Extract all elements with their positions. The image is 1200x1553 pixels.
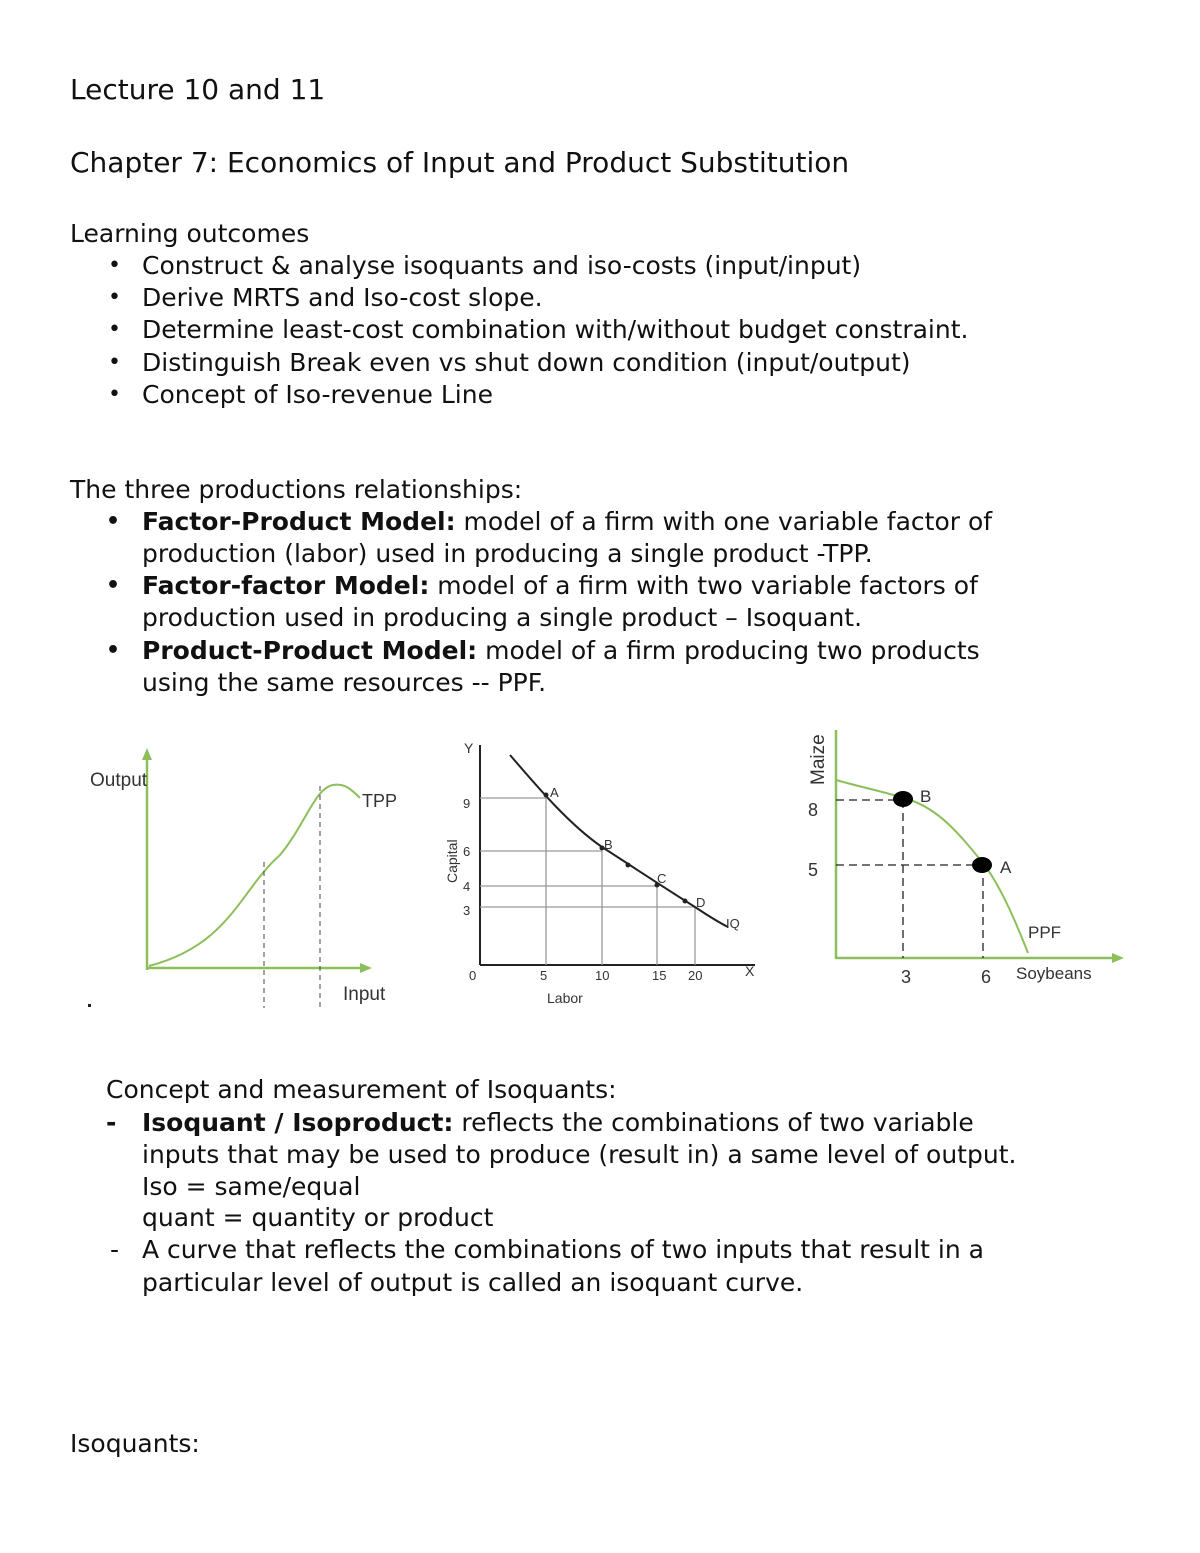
dot-mark <box>88 1004 91 1007</box>
list-item <box>142 635 980 667</box>
x-tick-label: 10 <box>595 968 610 983</box>
point-a-marker <box>544 793 549 798</box>
x-tick-label: 3 <box>901 967 912 987</box>
bullet: • <box>108 285 121 310</box>
bullet: • <box>108 253 121 278</box>
list-item-continuation: production (labor) used in producing a single product -TPP. <box>142 539 873 568</box>
y-axis-arrow <box>142 748 152 760</box>
x-tick-label: 6 <box>981 967 992 987</box>
y-tick-label: 5 <box>808 860 819 880</box>
term: Factor-Product Model: <box>142 507 456 536</box>
term: Factor-factor Model: <box>142 571 430 600</box>
list-item-continuation: production used in producing a single product – Isoquant. <box>142 603 863 632</box>
definition: model of a firm with one variable factor of <box>455 507 993 536</box>
tpp-chart <box>80 740 410 1020</box>
bullet: • <box>106 573 121 598</box>
x-axis-label: Input <box>343 984 386 1005</box>
y-tick-label: 9 <box>463 796 471 811</box>
tpp-curve <box>149 785 360 966</box>
bullet: • <box>108 317 121 342</box>
x-axis-arrow <box>1112 953 1124 963</box>
bullet: • <box>108 382 121 407</box>
term: Product-Product Model: <box>142 636 478 665</box>
x-axis-label: Labor <box>547 990 583 1006</box>
y-axis-label: Capital <box>444 839 460 883</box>
list-item: Determine least-cost combination with/without budget constraint. <box>142 315 969 344</box>
curve-dot <box>683 899 688 904</box>
point-a-label: A <box>550 785 559 800</box>
definition: reflects the combinations of two variable <box>453 1108 974 1137</box>
origin-label: 0 <box>469 968 477 983</box>
list-item: Derive MRTS and Iso-cost slope. <box>142 283 543 312</box>
bullet: • <box>108 350 121 375</box>
list-item <box>142 570 978 602</box>
bullet: • <box>106 509 121 534</box>
x-axis-letter: X <box>745 963 755 979</box>
list-item: A curve that reflects the combinations of two inputs that result in a <box>142 1235 984 1264</box>
list-item-continuation: using the same resources -- PPF. <box>142 668 547 697</box>
y-axis-label: Maize <box>808 734 829 785</box>
list-item <box>142 506 992 538</box>
list-item-continuation: Iso = same/equal <box>142 1172 361 1201</box>
dash-marker: - <box>106 1108 117 1137</box>
x-tick-label: 15 <box>652 968 667 983</box>
curve-label: PPF <box>1028 923 1062 942</box>
dash-marker: - <box>110 1235 120 1264</box>
y-axis-label: Output <box>90 770 148 791</box>
list-item-continuation: quant = quantity or product <box>142 1203 494 1232</box>
definition: model of a firm with two variable factors of <box>429 571 978 600</box>
chapter-title: Chapter 7: Economics of Input and Product Substitution <box>70 146 850 179</box>
ppf-chart <box>800 725 1130 1000</box>
bullet: • <box>106 638 121 663</box>
x-tick-label: 5 <box>540 968 548 983</box>
relationships-heading: The three productions relationships: <box>70 475 523 504</box>
point-d-label: D <box>696 895 706 910</box>
curve-dot <box>626 863 631 868</box>
point-b-label: B <box>604 837 613 852</box>
curve-label: IQ <box>726 916 740 931</box>
point-a-marker <box>972 857 992 873</box>
x-axis-arrow <box>360 963 372 973</box>
learning-outcomes-heading: Learning outcomes <box>70 219 310 248</box>
curve-label: TPP <box>362 791 398 811</box>
y-tick-label: 8 <box>808 800 819 820</box>
lecture-title: Lecture 10 and 11 <box>70 73 326 106</box>
point-c-label: C <box>657 871 667 886</box>
isoquants-heading: Isoquants: <box>70 1429 200 1458</box>
y-tick-label: 6 <box>463 844 471 859</box>
list-item: Construct & analyse isoquants and iso-costs (input/input) <box>142 251 862 280</box>
point-a-label: A <box>1000 858 1012 877</box>
y-tick-label: 3 <box>463 903 471 918</box>
x-tick-label: 20 <box>688 968 703 983</box>
list-item: Distinguish Break even vs shut down condition (input/output) <box>142 348 911 377</box>
list-item <box>142 1107 974 1139</box>
isoquant-concept-heading: Concept and measurement of Isoquants: <box>106 1075 617 1104</box>
isoquant-chart <box>430 735 770 1015</box>
list-item-continuation: particular level of output is called an isoquant curve. <box>142 1268 804 1297</box>
point-b-marker <box>893 791 913 807</box>
y-axis-letter: Y <box>464 740 474 756</box>
list-item-continuation: inputs that may be used to produce (result in) a same level of output. <box>142 1140 1017 1169</box>
list-item: Concept of Iso-revenue Line <box>142 380 493 409</box>
y-tick-label: 4 <box>463 879 471 894</box>
definition: model of a firm producing two products <box>477 636 980 665</box>
point-b-label: B <box>920 787 932 806</box>
term: Isoquant / Isoproduct: <box>142 1108 454 1137</box>
x-axis-label: Soybeans <box>1016 964 1092 983</box>
